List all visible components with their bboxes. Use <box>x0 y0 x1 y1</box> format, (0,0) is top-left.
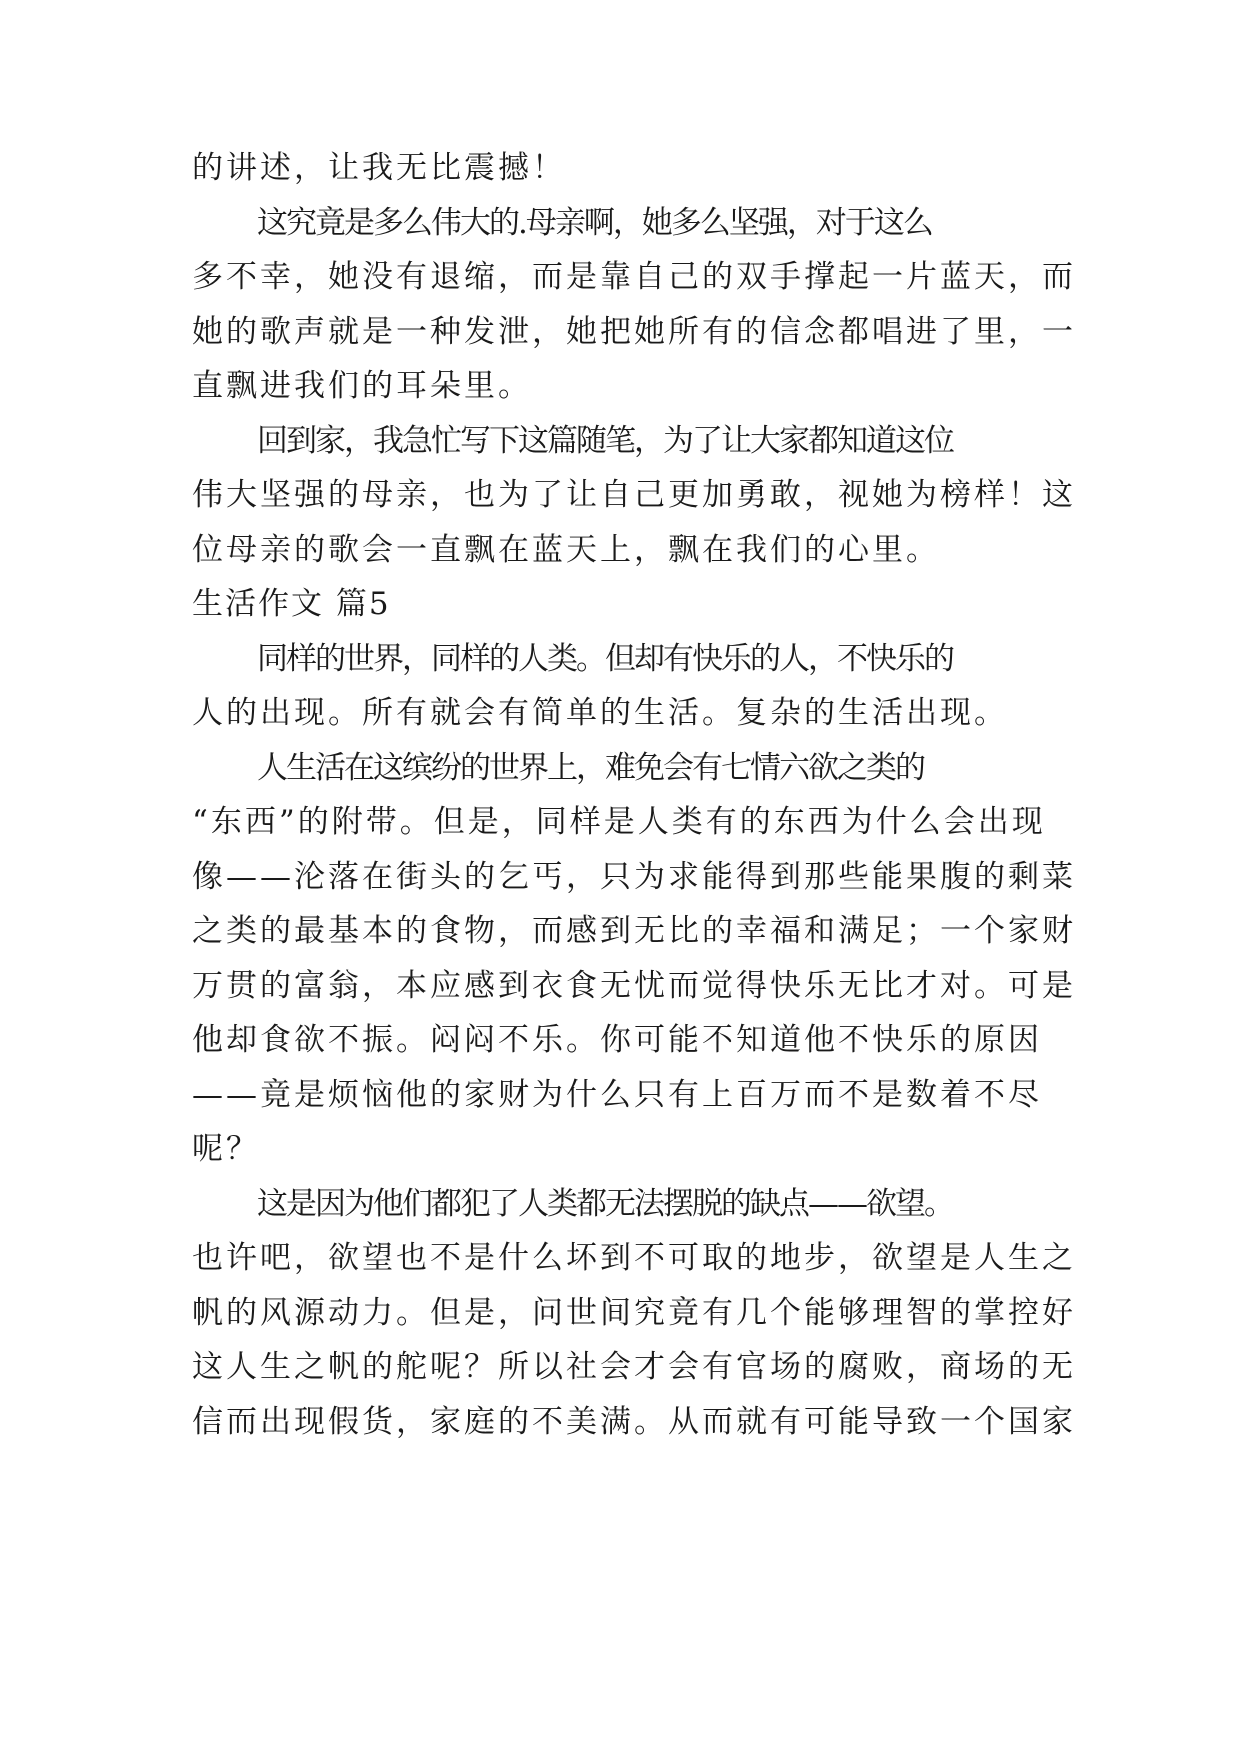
text-line: 信而出现假货，家庭的不美满。从而就有可能导致一个国家 <box>192 1404 1076 1440</box>
text-line: 他却食欲不振。闷闷不乐。你可能不知道他不快乐的原因 <box>192 1022 1042 1058</box>
text-line: 也许吧，欲望也不是什么坏到不可取的地步，欲望是人生之 <box>192 1240 1076 1276</box>
text-line: 这人生之帆的舵呢？所以社会才会有官场的腐败，商场的无 <box>192 1349 1076 1385</box>
section-heading: 生活作文 篇5 <box>192 586 391 622</box>
text-line: 她的歌声就是一种发泄，她把她所有的信念都唱进了里，一 <box>192 314 1076 350</box>
paragraph-first-line: 这是因为他们都犯了人类都无法摆脱的缺点——欲望。 <box>257 1186 953 1222</box>
paragraph-first-line: 回到家，我急忙写下这篇随笔，为了让大家都知道这位 <box>257 423 953 459</box>
text-line: 像——沦落在街头的乞丐，只为求能得到那些能果腹的剩菜 <box>192 859 1076 895</box>
text-line: 帆的风源动力。但是，问世间究竟有几个能够理智的掌控好 <box>192 1295 1076 1331</box>
text-line: 的讲述，让我无比震撼！ <box>192 150 566 186</box>
text-line: “东西”的附带。但是，同样是人类有的东西为什么会出现 <box>192 804 1046 840</box>
text-line: 万贯的富翁，本应感到衣食无忧而觉得快乐无比才对。可是 <box>192 968 1076 1004</box>
text-line: 直飘进我们的耳朵里。 <box>192 368 532 404</box>
paragraph-first-line: 人生活在这缤纷的世界上，难免会有七情六欲之类的 <box>257 750 924 786</box>
text-line: 位母亲的歌会一直飘在蓝天上，飘在我们的心里。 <box>192 532 940 568</box>
text-line: 伟大坚强的母亲，也为了让自己更加勇敢，视她为榜样！这 <box>192 477 1076 513</box>
text-line: ——竟是烦恼他的家财为什么只有上百万而不是数着不尽 <box>192 1077 1042 1113</box>
text-line: 人的出现。所有就会有简单的生活。复杂的生活出现。 <box>192 695 1008 731</box>
paragraph-first-line: 这究竟是多么伟大的.母亲啊，她多么坚强，对于这么 <box>257 205 932 241</box>
text-line: 之类的最基本的食物，而感到无比的幸福和满足；一个家财 <box>192 913 1076 949</box>
text-line: 多不幸，她没有退缩，而是靠自己的双手撑起一片蓝天，而 <box>192 259 1076 295</box>
text-line: 呢？ <box>192 1131 260 1167</box>
paragraph-first-line: 同样的世界，同样的人类。但却有快乐的人，不快乐的 <box>257 641 953 677</box>
